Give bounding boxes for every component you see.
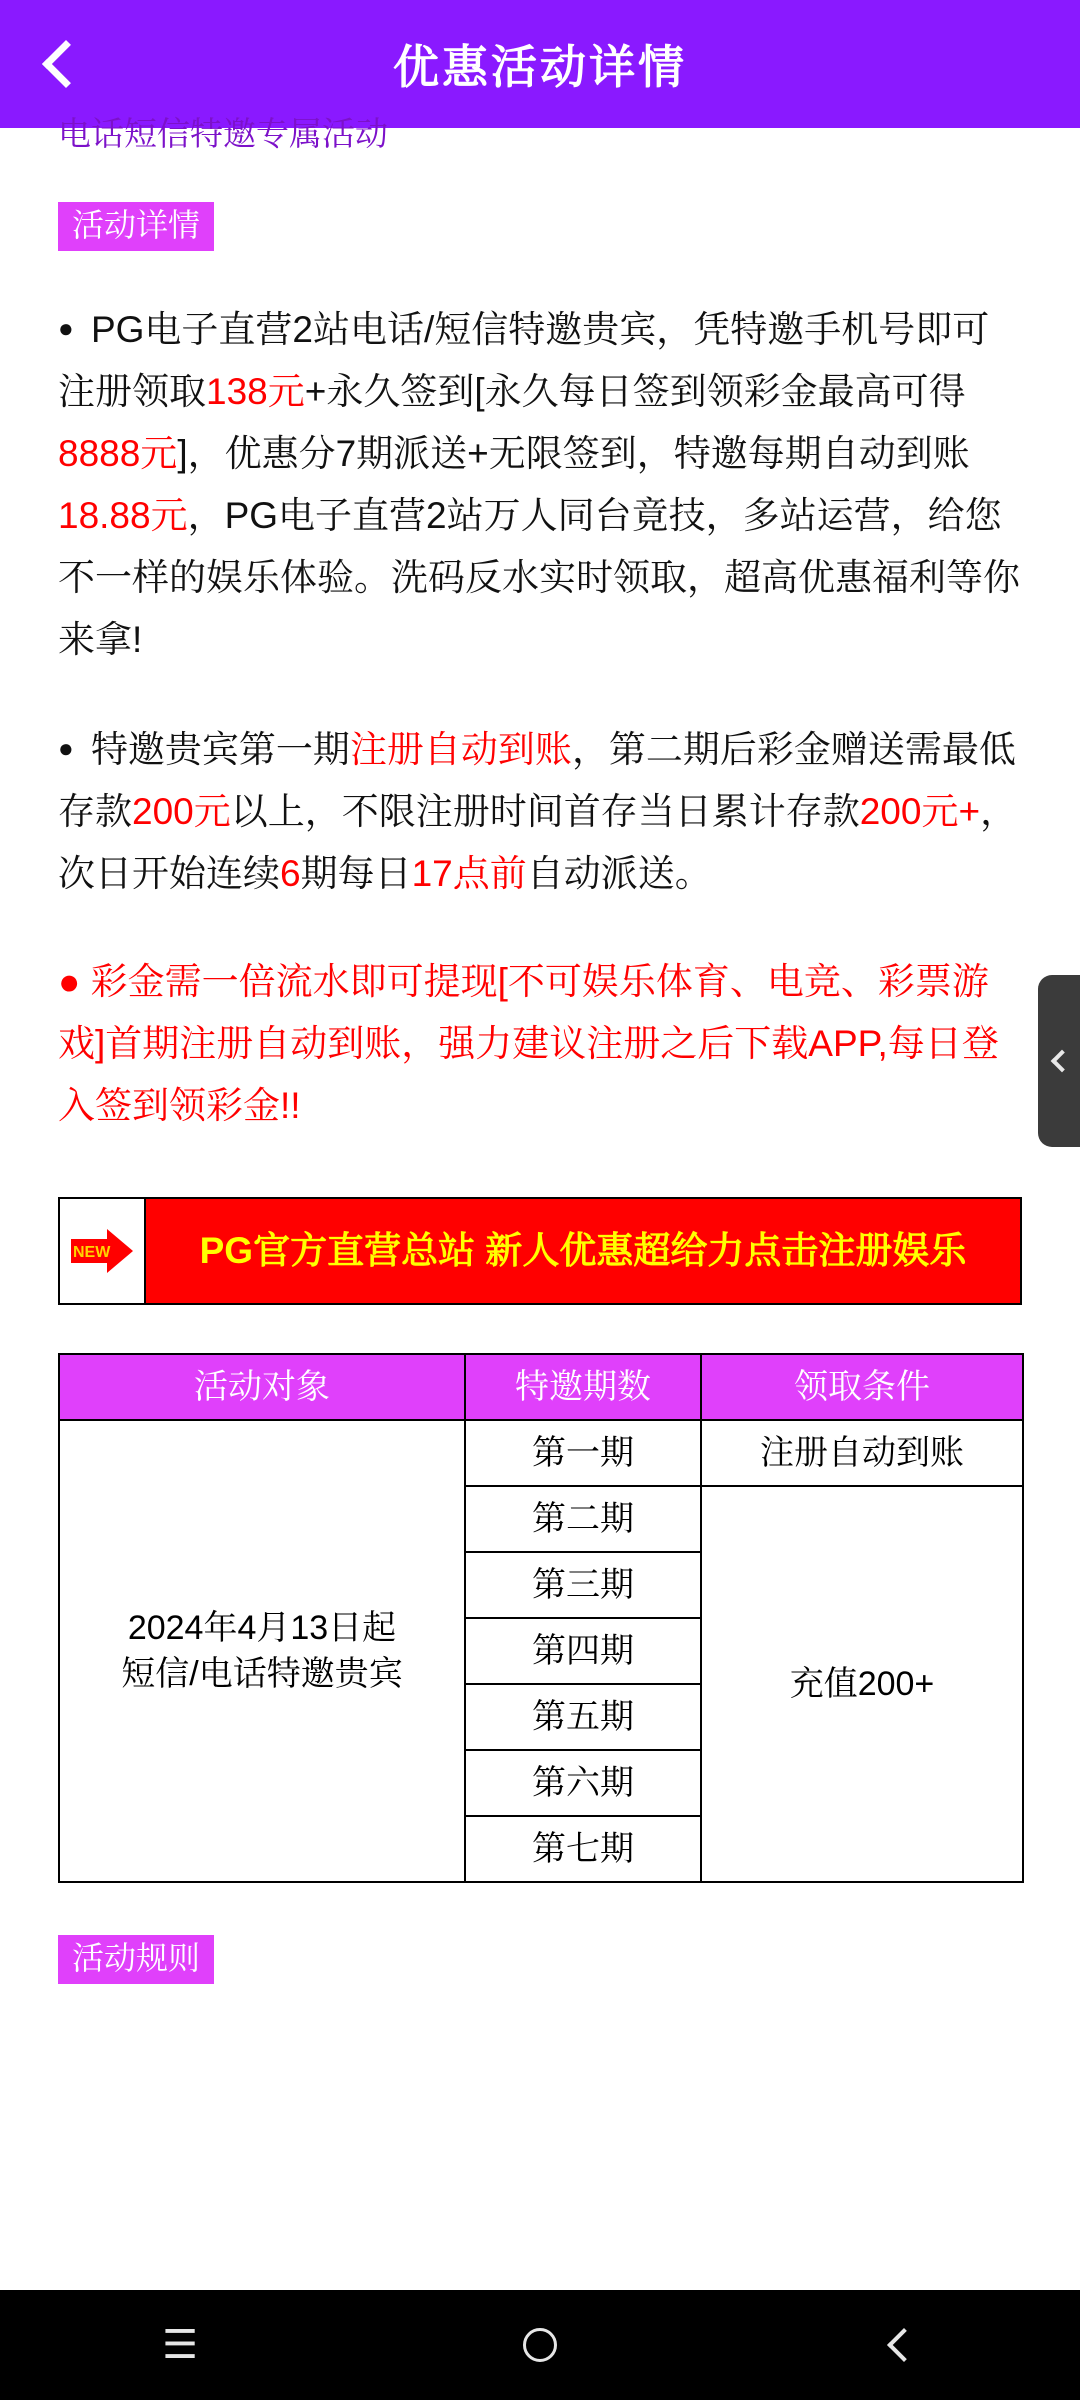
table-header-period: 特邀期数 (465, 1354, 701, 1420)
table-cell-object (59, 1420, 465, 1882)
text-run: +永久签到[永久每日签到领彩金最高可得 (304, 371, 966, 412)
text-run: ● 彩金需一倍流水即可提现[不可娱乐体育、电竞、彩票游戏]首期注册自动到账，强力建议注册之后下载APP,每日登入签到领彩金!! (58, 961, 999, 1126)
text-run: ]，优惠分7期派送+无限签到，特邀每期自动到账 (177, 433, 970, 474)
svg-text:NEW: NEW (73, 1244, 111, 1261)
back-button[interactable] (0, 0, 120, 128)
text-run: ，PG电子直营2站万人同台竟技，多站运营，给您不一样的娱乐体验。洗码反水实时领取，超高优惠福利等你来拿! (58, 495, 1020, 660)
table-cell-object-line: 短信/电话特邀贵宾 (121, 1655, 403, 1693)
cta-label: PG官方直营总站 新人优惠超给力点击注册娱乐 (146, 1199, 1020, 1303)
register-cta-banner[interactable] (58, 1197, 1022, 1305)
text-run: 200元 (132, 791, 231, 832)
table-cell-period: 第五期 (465, 1684, 701, 1750)
table-header-object: 活动对象 (59, 1354, 465, 1420)
text-run: PG电子直营2站电话/短信特邀贵宾，凭特邀手机号即可注册领取 (58, 309, 990, 412)
paragraph-payout-rules (58, 717, 1022, 905)
floating-side-handle[interactable] (1038, 975, 1080, 1147)
text-run: 特邀贵宾第一期 (90, 729, 350, 770)
text-run: 18.88元 (58, 495, 188, 536)
activity-table (58, 1353, 1024, 1883)
new-arrow-icon (60, 1199, 146, 1303)
table-cell-period: 第三期 (465, 1552, 701, 1618)
paragraph-withdraw-notice (58, 951, 1022, 1137)
system-navigation-bar (0, 2290, 1080, 2400)
text-run: ● (58, 313, 81, 343)
table-cell-period: 第一期 (465, 1420, 701, 1486)
text-run: 138元 (206, 371, 305, 412)
text-run: 17点前 (411, 853, 527, 894)
nav-home-button[interactable] (360, 2290, 720, 2400)
nav-back-button[interactable] (720, 2290, 1080, 2400)
text-run: ● (58, 733, 81, 763)
paragraph-intro (58, 297, 1022, 671)
table-cell-condition-first: 注册自动到账 (701, 1420, 1023, 1486)
table-cell-period: 第二期 (465, 1486, 701, 1552)
section-header-detail (58, 202, 1022, 251)
text-run: 注册自动到账 (349, 729, 572, 770)
table-row (59, 1420, 1023, 1486)
text-run: ，第二期后彩金赠送需最低存款 (58, 729, 1016, 832)
table-header-condition: 领取条件 (701, 1354, 1023, 1420)
text-run: 6 (280, 853, 301, 894)
text-run: 8888元 (58, 433, 178, 474)
section-title-detail: 活动详情 (58, 202, 214, 251)
table-cell-period: 第六期 (465, 1750, 701, 1816)
section-title-rules: 活动规则 (58, 1935, 214, 1984)
text-run: ，次日开始连续 (58, 791, 1018, 894)
home-circle-icon (523, 2328, 557, 2362)
chevron-left-icon (887, 2328, 921, 2362)
text-run: 期每日 (300, 853, 412, 894)
recents-icon: ☰ (162, 2323, 198, 2367)
table-cell-object-line: 2024年4月13日起 (127, 1609, 397, 1647)
text-run: 200元+ (859, 791, 981, 832)
page-title: 优惠活动详情 (393, 41, 687, 93)
text-run: 自动派送。 (526, 853, 712, 894)
chevron-left-icon (42, 40, 90, 88)
chevron-left-icon (1051, 1050, 1074, 1073)
table-cell-period: 第七期 (465, 1816, 701, 1882)
section-header-rules (58, 1935, 1022, 1984)
table-cell-period: 第四期 (465, 1618, 701, 1684)
text-run: 以上，不限注册时间首存当日累计存款 (230, 791, 860, 832)
app-bar (0, 0, 1080, 128)
nav-recents-button[interactable] (0, 2290, 360, 2400)
table-cell-condition-rest: 充值200+ (701, 1486, 1023, 1882)
page-content[interactable] (0, 115, 1080, 2290)
scrolled-off-text: 电话短信特邀专属活动 (58, 115, 388, 152)
table-header-row (59, 1354, 1023, 1420)
